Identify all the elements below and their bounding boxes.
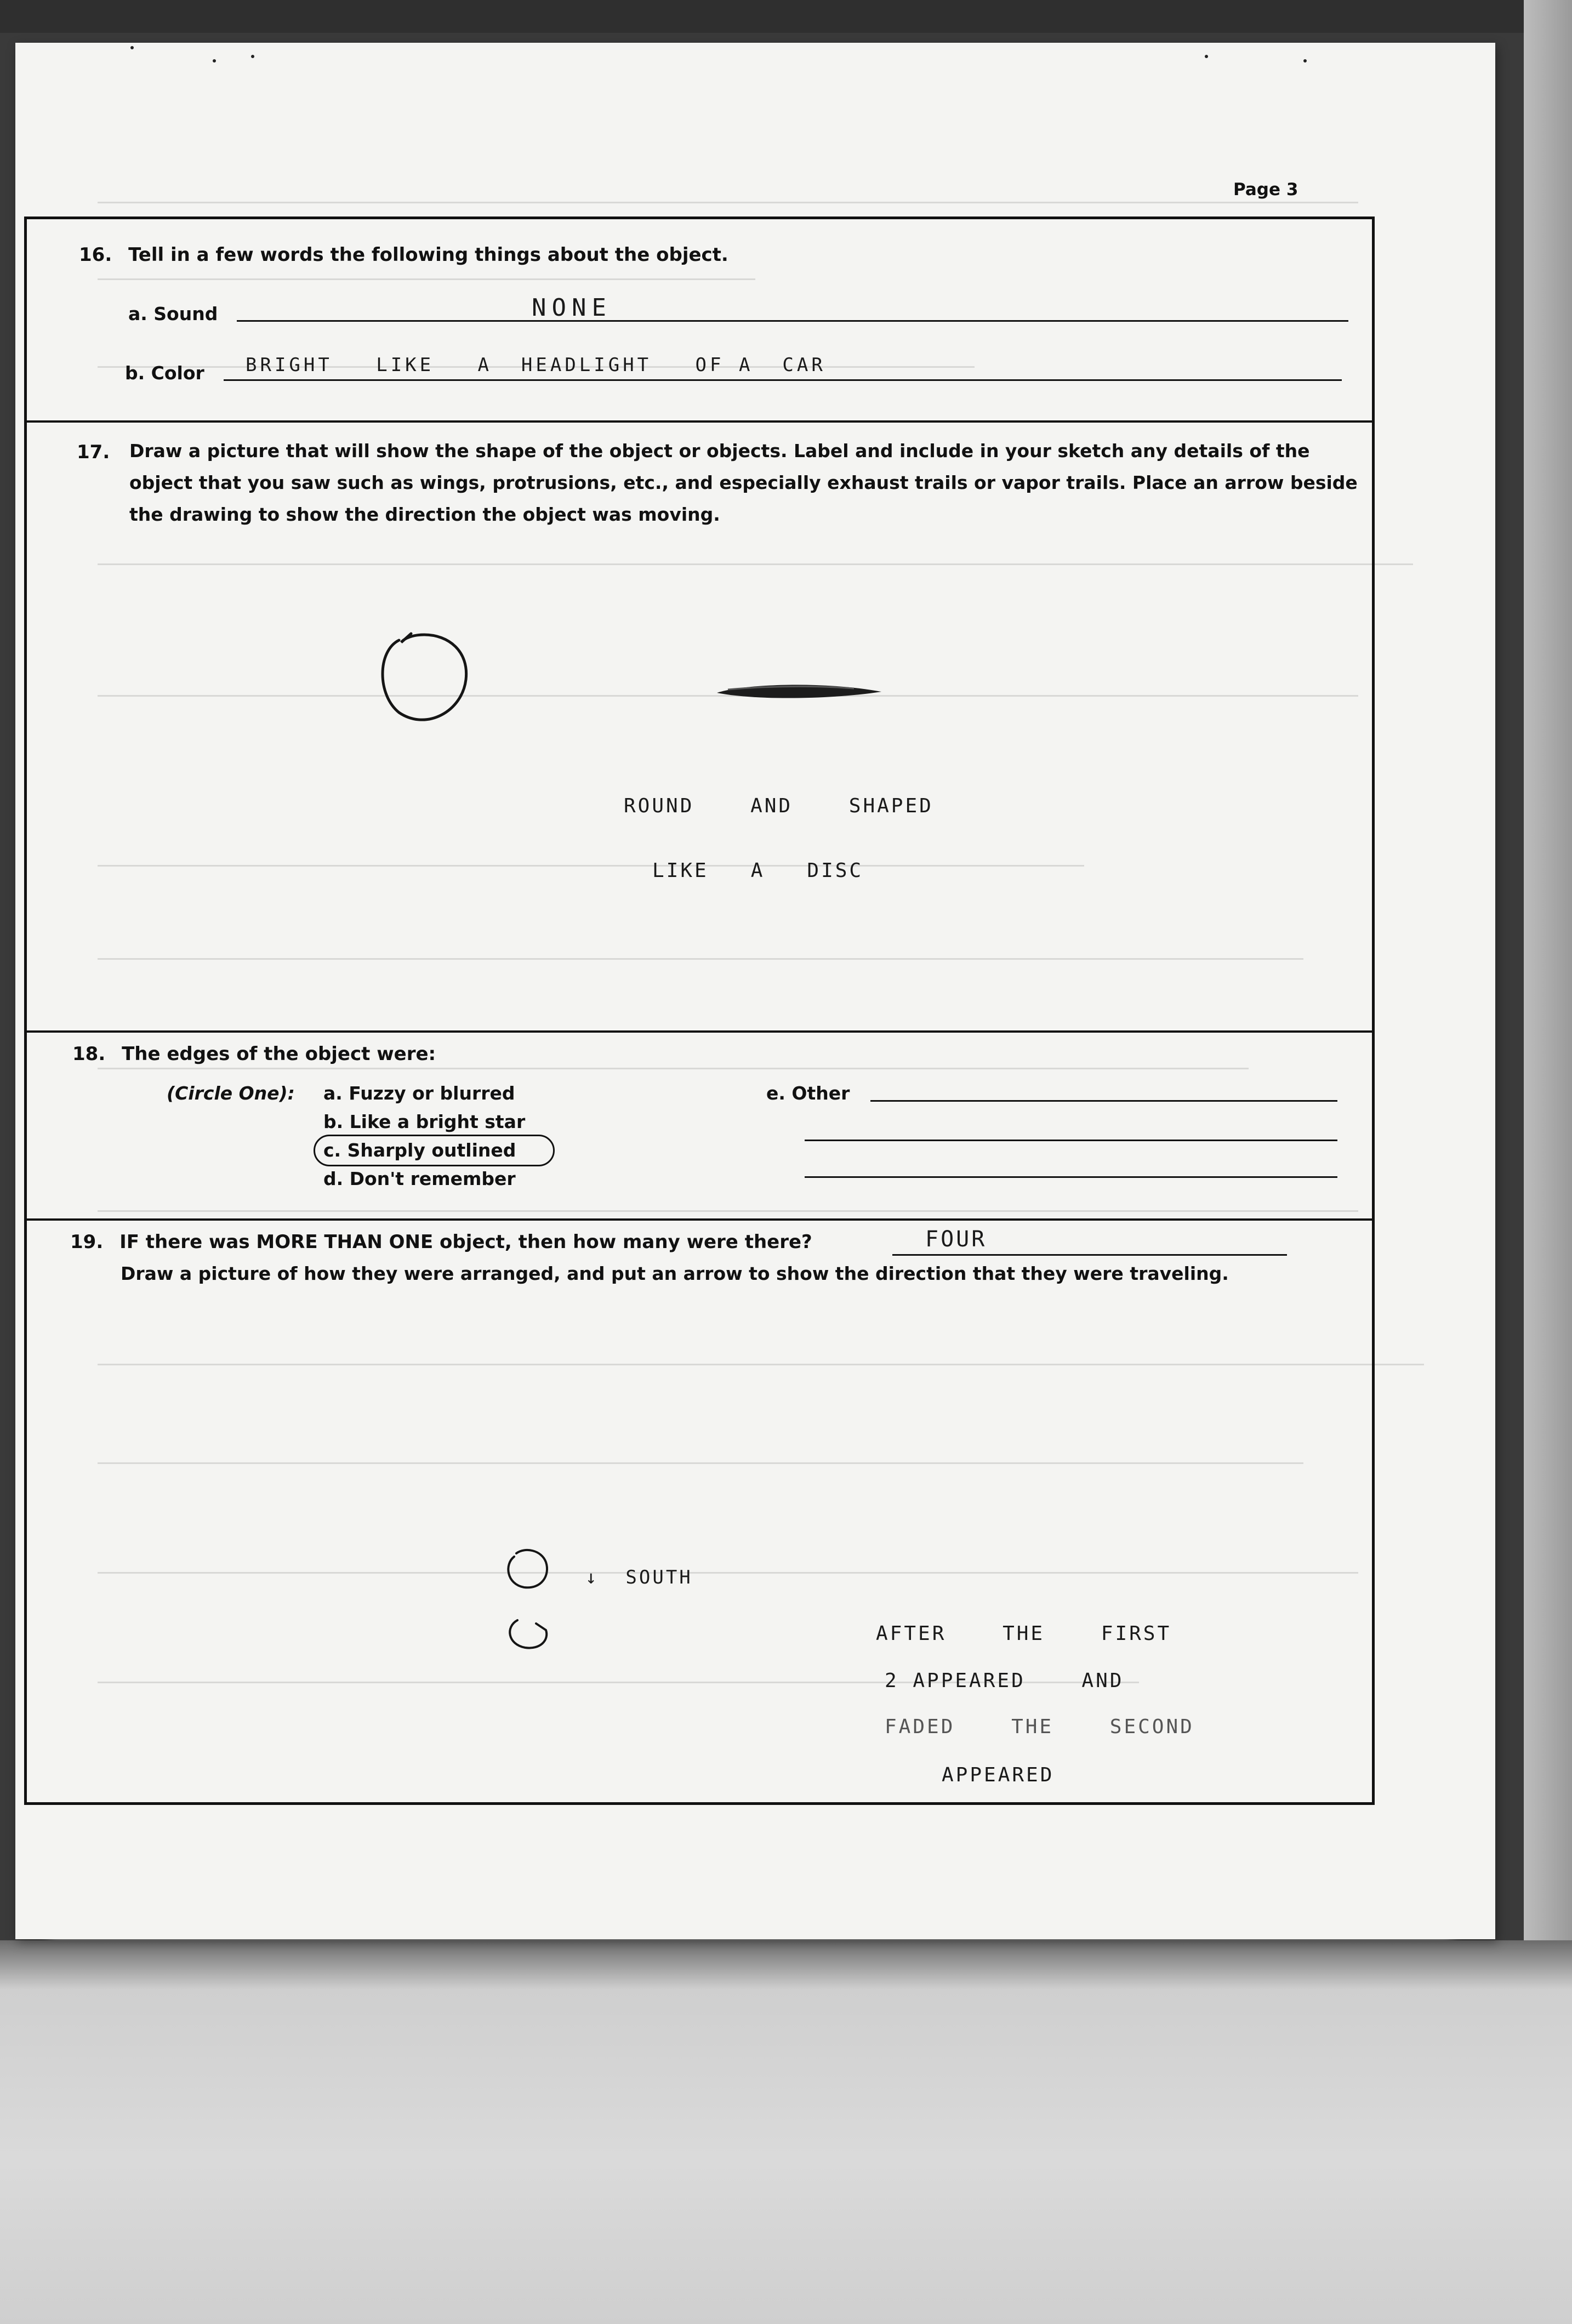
sound-answer: NONE <box>532 294 612 322</box>
divider-16-17 <box>27 420 1372 423</box>
sequence-note-line-2: 2 APPEARED AND <box>885 1670 1124 1692</box>
edge-option-e-other: e. Other <box>766 1083 850 1104</box>
sequence-note-line-1: AFTER THE FIRST <box>876 1622 1172 1645</box>
scan-speck <box>251 55 254 58</box>
color-answer: BRIGHT LIKE A HEADLIGHT OF A CAR <box>246 354 826 376</box>
question-16 <box>79 244 728 266</box>
question-17-text: Draw a picture that will show the shape of the object or objects. Label and include in your sketch any details of the object that you saw such as wings, protrusions, etc., and especially exhaust trails or vapor trails. Place an arrow beside the drawing to show the direction the object was moving. <box>129 440 1358 525</box>
selected-option-circle <box>314 1135 555 1166</box>
direction-note: ↓ SOUTH <box>585 1567 693 1588</box>
scan-background-top <box>0 0 1572 33</box>
shape-note-line-2: LIKE A DISC <box>652 859 864 882</box>
scan-background-bottom <box>0 1940 1572 2324</box>
circle-one-instruction: (Circle One): <box>167 1083 295 1104</box>
shape-note-line-1: ROUND AND SHAPED <box>624 795 933 817</box>
divider-17-18 <box>27 1030 1372 1033</box>
color-answer-line <box>224 379 1342 381</box>
disc-object-sketch <box>711 673 887 711</box>
edge-option-b: b. Like a bright star <box>323 1111 526 1132</box>
question-18 <box>72 1043 436 1065</box>
other-answer-line-3 <box>805 1176 1337 1178</box>
question-text: Tell in a few words the following things about the object. <box>128 244 728 266</box>
scan-background-right <box>1524 0 1572 1973</box>
other-answer-line <box>870 1100 1337 1102</box>
sound-answer-line <box>237 320 1348 322</box>
question-text: IF there was MORE THAN ONE object, then how many were there? <box>119 1231 812 1253</box>
sound-label: a. Sound <box>128 303 218 324</box>
question-number: 18. <box>72 1043 106 1065</box>
scan-speck <box>213 59 216 62</box>
page-number: Page 3 <box>1233 180 1298 200</box>
edge-option-d: d. Don't remember <box>323 1168 516 1189</box>
edge-option-a: a. Fuzzy or blurred <box>323 1083 515 1104</box>
question-17-number: 17. <box>77 441 110 463</box>
question-number: 16. <box>79 244 112 266</box>
question-19-instruction: Draw a picture of how they were arranged, and put an arrow to show the direction that they were traveling. <box>121 1263 1229 1284</box>
question-19 <box>70 1231 812 1253</box>
question-number: 19. <box>70 1231 104 1253</box>
scan-speck <box>130 46 134 49</box>
round-object-sketch <box>366 618 498 739</box>
scan-speck <box>1205 55 1208 58</box>
sequence-note-line-4: APPEARED <box>942 1764 1055 1786</box>
object-count-answer: FOUR <box>925 1227 987 1252</box>
other-answer-line-2 <box>805 1140 1337 1141</box>
sequence-note-line-3: FADED THE SECOND <box>885 1716 1194 1738</box>
color-label: b. Color <box>125 362 204 384</box>
scan-speck <box>1303 59 1307 62</box>
arranged-objects-sketch <box>498 1539 563 1665</box>
divider-18-19 <box>27 1218 1372 1221</box>
question-text: The edges of the object were: <box>122 1043 436 1065</box>
edge-option-c: c. Sharply outlined <box>323 1140 516 1161</box>
document-page <box>15 43 1495 1939</box>
object-count-line <box>892 1254 1287 1256</box>
